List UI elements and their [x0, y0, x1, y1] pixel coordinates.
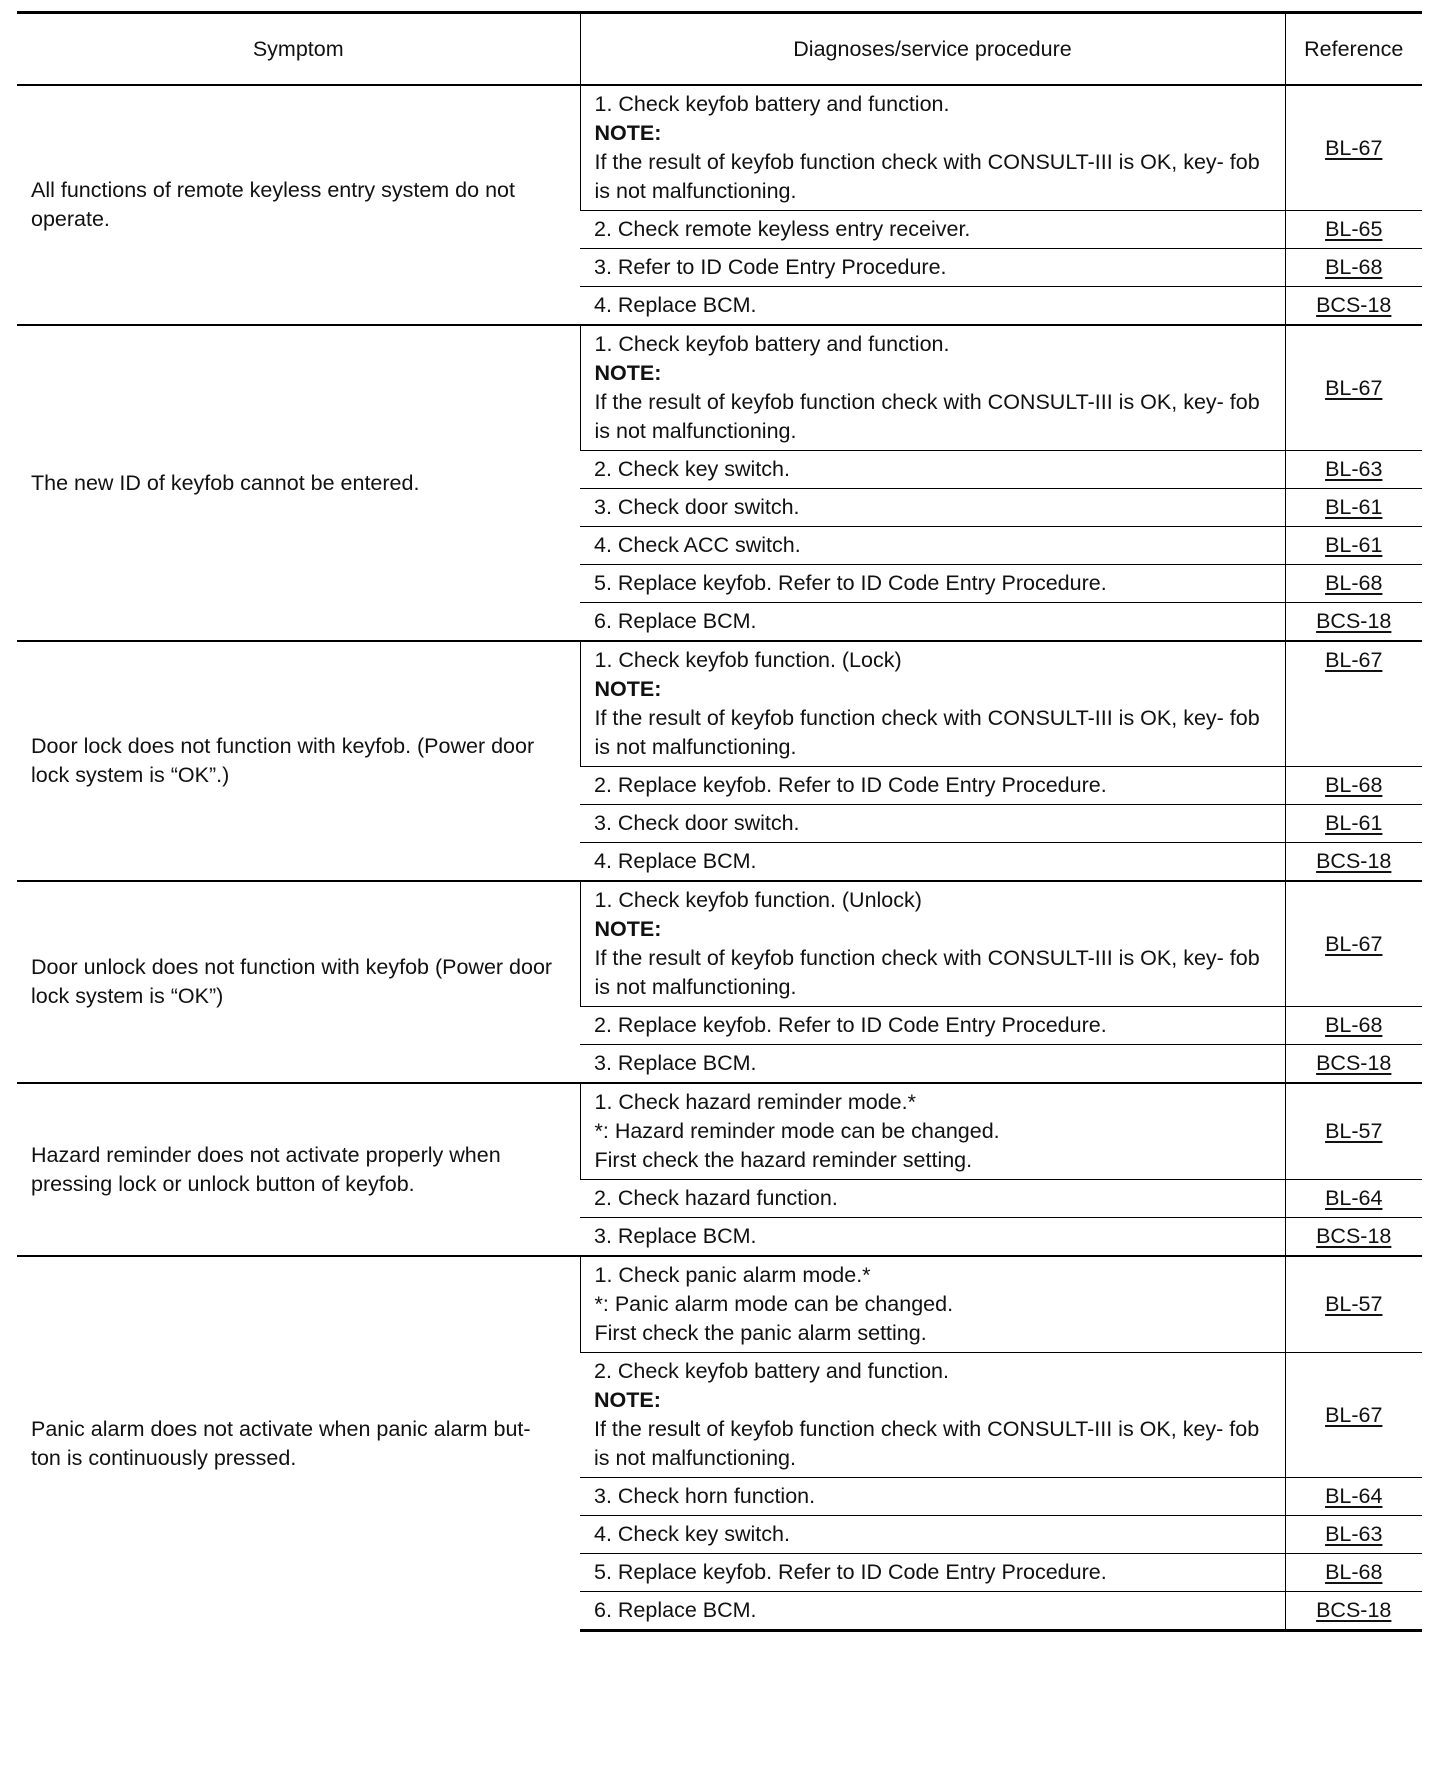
procedure-step-text: 4. Replace BCM. — [594, 849, 757, 873]
reference-cell — [1285, 1353, 1422, 1478]
reference-cell — [1285, 1083, 1422, 1180]
procedure-cell — [580, 1516, 1285, 1554]
procedure-step-text: 4. Check key switch. — [594, 1522, 790, 1546]
reference-link[interactable]: BL-68 — [1325, 255, 1383, 279]
procedure-step-text: 3. Check horn function. — [594, 1484, 816, 1508]
symptom-cell: Hazard reminder does not activate properly when pressing lock or unlock button of keyfob. — [17, 1083, 580, 1256]
procedure-cell — [580, 1554, 1285, 1592]
procedure-step-text: 3. Check door switch. — [594, 811, 800, 835]
procedure-extra-line: First check the panic alarm setting. — [594, 1321, 927, 1345]
reference-link[interactable]: BL-65 — [1325, 217, 1383, 241]
note-text: If the result of keyfob function check with CONSULT-III is OK, key- fob is not malfunctioning. — [594, 1417, 1260, 1470]
procedure-step-text: 2. Replace keyfob. Refer to ID Code Entry Procedure. — [594, 773, 1107, 797]
reference-cell — [1285, 325, 1422, 451]
procedure-step-text: 3. Check door switch. — [594, 495, 800, 519]
table-row — [17, 1083, 1422, 1180]
reference-cell — [1285, 1592, 1422, 1631]
header-row — [17, 13, 1422, 86]
symptom-cell: Door unlock does not function with keyfob (Power door lock system is “OK”) — [17, 881, 580, 1083]
reference-link[interactable]: BL-61 — [1325, 495, 1383, 519]
procedure-cell — [580, 805, 1285, 843]
reference-cell — [1285, 1007, 1422, 1045]
procedure-extra-line: *: Panic alarm mode can be changed. — [594, 1292, 954, 1316]
table-row — [17, 325, 1422, 451]
reference-link[interactable]: BCS-18 — [1316, 609, 1392, 633]
procedure-step-text: 1. Check keyfob function. (Lock) — [594, 648, 902, 672]
procedure-step-text: 3. Replace BCM. — [594, 1224, 757, 1248]
procedure-step-text: 1. Check keyfob battery and function. — [594, 332, 950, 356]
procedure-cell — [580, 1180, 1285, 1218]
table-row — [17, 85, 1422, 211]
procedure-cell — [580, 1256, 1285, 1353]
reference-link[interactable]: BL-68 — [1325, 571, 1383, 595]
note-text: If the result of keyfob function check with CONSULT-III is OK, key- fob is not malfunctioning. — [594, 946, 1260, 999]
procedure-cell — [580, 565, 1285, 603]
reference-cell — [1285, 85, 1422, 211]
reference-cell — [1285, 767, 1422, 805]
reference-link[interactable]: BL-68 — [1325, 1560, 1383, 1584]
reference-link[interactable]: BL-68 — [1325, 773, 1383, 797]
note-label: NOTE: — [594, 1388, 661, 1412]
note-label: NOTE: — [594, 361, 662, 385]
procedure-cell — [580, 249, 1285, 287]
procedure-cell — [580, 527, 1285, 565]
procedure-step-text: 3. Replace BCM. — [594, 1051, 757, 1075]
reference-cell — [1285, 249, 1422, 287]
procedure-step-text: 2. Check remote keyless entry receiver. — [594, 217, 971, 241]
reference-cell — [1285, 1256, 1422, 1353]
symptom-cell: The new ID of keyfob cannot be entered. — [17, 325, 580, 641]
procedure-extra-line: First check the hazard reminder setting. — [594, 1148, 973, 1172]
reference-link[interactable]: BL-61 — [1325, 533, 1383, 557]
procedure-step-text: 4. Check ACC switch. — [594, 533, 801, 557]
reference-cell — [1285, 1045, 1422, 1084]
reference-cell — [1285, 843, 1422, 882]
reference-link[interactable]: BL-61 — [1325, 811, 1383, 835]
reference-link[interactable]: BCS-18 — [1316, 1051, 1392, 1075]
procedure-cell — [580, 603, 1285, 642]
reference-cell — [1285, 287, 1422, 326]
procedure-step-text: 1. Check hazard reminder mode.* — [594, 1090, 916, 1114]
reference-link[interactable]: BL-67 — [1325, 135, 1383, 160]
symptom-cell: All functions of remote keyless entry system do not operate. — [17, 85, 580, 325]
procedure-cell — [580, 1478, 1285, 1516]
reference-cell — [1285, 805, 1422, 843]
reference-cell — [1285, 881, 1422, 1007]
reference-link[interactable]: BCS-18 — [1316, 1224, 1392, 1248]
reference-cell — [1285, 1218, 1422, 1257]
note-text: If the result of keyfob function check with CONSULT-III is OK, key- fob is not malfunctioning. — [594, 390, 1260, 443]
procedure-cell — [580, 767, 1285, 805]
symptom-header: Symptom — [17, 13, 580, 86]
table-row — [17, 1256, 1422, 1353]
reference-link[interactable]: BL-64 — [1325, 1484, 1383, 1508]
reference-cell — [1285, 451, 1422, 489]
procedure-cell — [580, 85, 1285, 211]
symptom-cell: Door lock does not function with keyfob. (Power door lock system is “OK”.) — [17, 641, 580, 881]
reference-cell — [1285, 641, 1422, 767]
table-row — [17, 881, 1422, 1007]
reference-link[interactable]: BCS-18 — [1316, 1598, 1392, 1622]
procedure-step-text: 1. Check keyfob function. (Unlock) — [594, 888, 922, 912]
symptom-cell: Panic alarm does not activate when panic alarm but- ton is continuously pressed. — [17, 1256, 580, 1631]
reference-link[interactable]: BL-64 — [1325, 1186, 1383, 1210]
procedure-step-text: 1. Check keyfob battery and function. — [594, 92, 950, 116]
reference-link[interactable]: BL-67 — [1325, 648, 1383, 672]
diagnosis-document — [17, 11, 1422, 1632]
procedure-step-text: 2. Check keyfob battery and function. — [594, 1359, 949, 1383]
procedure-cell — [580, 451, 1285, 489]
procedure-step-text: 2. Replace keyfob. Refer to ID Code Entry Procedure. — [594, 1013, 1107, 1037]
procedure-step-text: 5. Replace keyfob. Refer to ID Code Entry Procedure. — [594, 1560, 1107, 1584]
reference-cell — [1285, 527, 1422, 565]
procedure-step-text: 5. Replace keyfob. Refer to ID Code Entry Procedure. — [594, 571, 1107, 595]
note-label: NOTE: — [594, 917, 662, 941]
procedure-cell — [580, 287, 1285, 326]
procedure-header: Diagnoses/service procedure — [580, 13, 1285, 86]
reference-link[interactable]: BL-63 — [1325, 1522, 1383, 1546]
procedure-cell — [580, 641, 1285, 767]
reference-header: Reference — [1285, 13, 1422, 86]
reference-cell — [1285, 565, 1422, 603]
reference-cell — [1285, 489, 1422, 527]
reference-link[interactable]: BCS-18 — [1316, 293, 1392, 317]
reference-link[interactable]: BL-67 — [1325, 375, 1383, 400]
reference-cell — [1285, 1180, 1422, 1218]
reference-link[interactable]: BL-63 — [1325, 457, 1383, 481]
procedure-cell — [580, 1592, 1285, 1631]
procedure-cell — [580, 489, 1285, 527]
procedure-step-text: 1. Check panic alarm mode.* — [594, 1263, 871, 1287]
reference-cell — [1285, 1478, 1422, 1516]
table-row — [17, 641, 1422, 767]
procedure-cell — [580, 211, 1285, 249]
reference-link[interactable]: BL-67 — [1325, 931, 1383, 956]
note-label: NOTE: — [594, 677, 662, 701]
reference-cell — [1285, 1516, 1422, 1554]
procedure-cell — [580, 325, 1285, 451]
reference-cell — [1285, 603, 1422, 642]
note-text: If the result of keyfob function check with CONSULT-III is OK, key- fob is not malfunctioning. — [594, 706, 1260, 759]
procedure-step-text: 2. Check key switch. — [594, 457, 790, 481]
procedure-step-text: 2. Check hazard function. — [594, 1186, 838, 1210]
reference-link[interactable]: BCS-18 — [1316, 849, 1392, 873]
reference-link[interactable]: BL-67 — [1325, 1402, 1383, 1427]
note-label: NOTE: — [594, 121, 662, 145]
procedure-cell — [580, 881, 1285, 1007]
procedure-extra-line: *: Hazard reminder mode can be changed. — [594, 1119, 1000, 1143]
procedure-cell — [580, 1007, 1285, 1045]
procedure-cell — [580, 1218, 1285, 1257]
procedure-step-text: 3. Refer to ID Code Entry Procedure. — [594, 255, 947, 279]
reference-cell — [1285, 211, 1422, 249]
reference-link[interactable]: BL-68 — [1325, 1013, 1383, 1037]
procedure-cell — [580, 843, 1285, 882]
reference-link[interactable]: BL-57 — [1325, 1292, 1383, 1316]
table-body — [17, 85, 1422, 1631]
note-text: If the result of keyfob function check with CONSULT-III is OK, key- fob is not malfunctioning. — [594, 150, 1260, 203]
reference-link[interactable]: BL-57 — [1325, 1119, 1383, 1143]
procedure-cell — [580, 1045, 1285, 1084]
procedure-cell — [580, 1083, 1285, 1180]
procedure-cell — [580, 1353, 1285, 1478]
reference-cell — [1285, 1554, 1422, 1592]
procedure-step-text: 4. Replace BCM. — [594, 293, 757, 317]
symptom-table — [17, 11, 1422, 1632]
procedure-step-text: 6. Replace BCM. — [594, 609, 757, 633]
procedure-step-text: 6. Replace BCM. — [594, 1598, 757, 1622]
